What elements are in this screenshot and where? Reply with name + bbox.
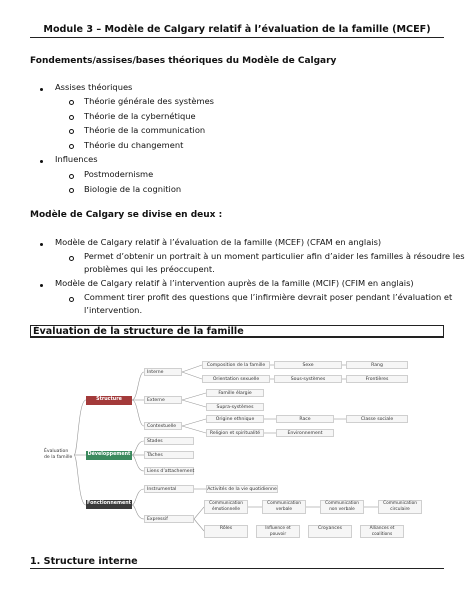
bullet-dot [40,88,43,91]
list-item: Théorie de la communication [84,125,206,135]
diagram-node: Activités de la vie quotidienne [207,487,277,492]
diagram-node: Communication verbale [262,500,306,514]
fonctionnement-box: Fonctionnement [86,500,132,509]
list-item: Biologie de la cognition [84,184,182,194]
diagram-node: Communication circulaire [378,500,422,514]
list-item-continuation: problèmes qui les préoccupent. [84,264,215,274]
sub-bullet [69,297,74,302]
list-item: Théorie générale des systèmes [84,96,214,106]
diagram-node: Environnement [276,429,334,437]
section-heading-division: Modèle de Calgary se divise en deux : [30,210,223,220]
bullet-dot [40,284,43,287]
list-item: Permet d’obtenir un portrait à un moment particulier afin d’aider les familles à résoudre les [84,251,465,261]
diagram-node: Sous-systèmes [274,375,342,383]
list-item-continuation: l’intervention. [84,305,143,315]
instrumental-box: Instrumental [144,485,194,493]
list-item-assises: Assises théoriques [55,82,133,92]
diagram-node: Orientation sexuelle [202,375,270,383]
list-item: Théorie de la cybernétique [84,111,196,121]
sub-bullet [69,144,74,149]
sub-bullet [69,188,74,193]
diagram-node: Alliances et coalitions [360,525,404,538]
sub-bullet [69,100,74,105]
diagram-node: Famille élargie [206,389,264,397]
diagram-node: Sexe [274,361,342,369]
diagram-node: Religion et spiritualité [206,429,264,437]
expressif-box: Expressif [144,515,194,523]
diagram-node: Composition de la famille [202,361,270,369]
contextuelle-box: Contextuelle [144,422,182,430]
interne-box: Interne [144,368,182,376]
section-heading-fondements: Fondements/assises/bases théoriques du Modèle de Calgary [30,56,337,66]
list-item: Postmodernisme [84,169,154,179]
list-item-mcef: Modèle de Calgary relatif à l’évaluation de la famille (MCEF) (CFAM en anglais) [55,237,382,247]
section-title-box: Évaluation de la structure de la famille [30,325,444,338]
externe-box: Externe [144,396,182,404]
list-item-influences: Influences [55,154,98,164]
diagram-node: Classe sociale [346,415,408,423]
diagram-node: Supra-systèmes [206,403,264,411]
list-item: Théorie du changement [84,140,184,150]
diagram-node: Rang [346,361,408,369]
diagram-node: Liens d’attachement [144,467,194,475]
list-item: Comment tirer profit des questions que l’infirmière devrait poser pendant l’évaluation et [84,292,453,302]
sub-bullet [69,129,74,134]
sub-bullet [69,115,74,120]
bullet-dot [40,160,43,163]
list-item-mcif: Modèle de Calgary relatif à l’intervention auprès de la famille (MCIF) (CFIM en anglais) [55,278,414,288]
diagram-node: Croyances [308,525,352,538]
diagram-node: Influence et pouvoir [256,525,300,538]
diagram-node: Communication non verbale [320,500,364,514]
diagram-root-label: Évaluation de la famille [44,449,73,460]
diagram-node: Rôles [204,525,248,538]
bullet-dot [40,243,43,246]
section-heading-structure-interne: 1. Structure interne [30,556,444,569]
page-title: Module 3 – Modèle de Calgary relatif à l’évaluation de la famille (MCEF) [30,24,444,38]
developpement-box: Développement [86,451,132,460]
diagram-node: Origine ethnique [206,415,264,423]
mcef-diagram [44,355,424,545]
structure-box: Structure [86,396,132,405]
diagram-node: Tâches [144,451,194,459]
sub-bullet [69,256,74,261]
sub-bullet [69,174,74,179]
diagram-node: Frontières [346,375,408,383]
diagram-node: Communication émotionnelle [204,500,248,514]
diagram-node: Race [276,415,334,423]
diagram-node: Stades [144,437,194,445]
